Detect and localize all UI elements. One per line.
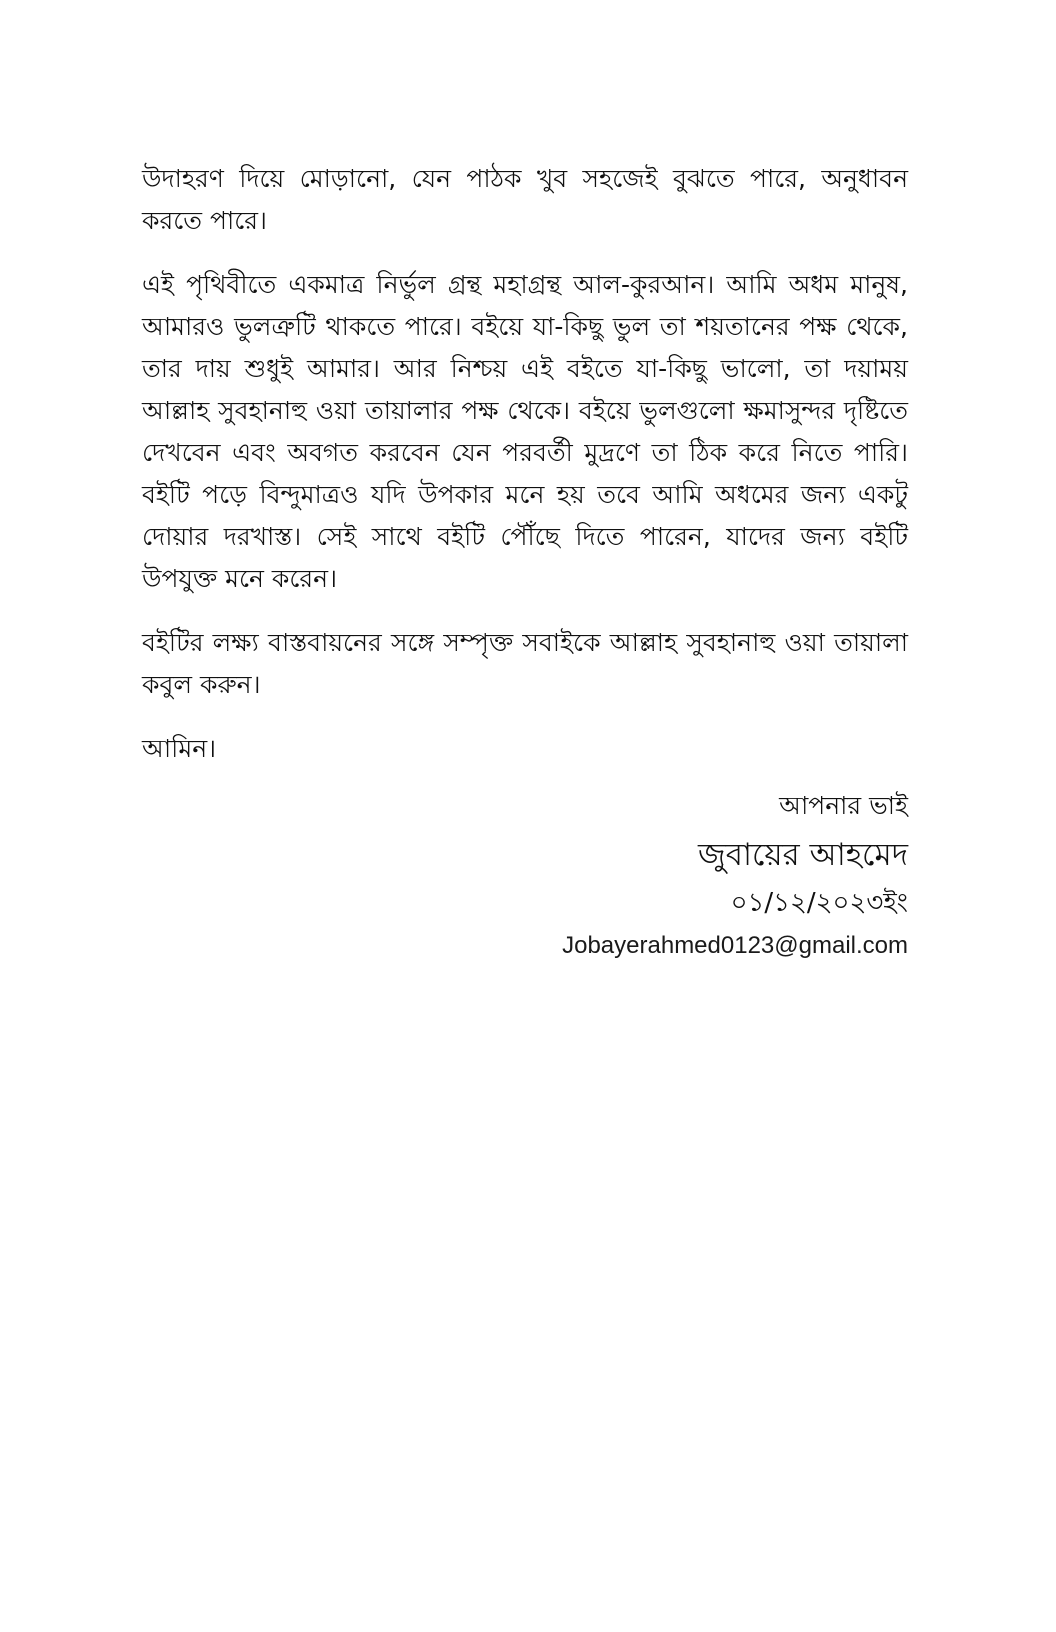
- signature-greeting: আপনার ভাই: [779, 791, 908, 820]
- body-text: [142, 158, 908, 770]
- signature-block: [408, 786, 908, 966]
- paragraph-continuation: উদাহরণ দিয়ে মোড়ানো, যেন পাঠক খুব সহজেই বুঝতে পারে, অনুধাবন করতে পারে।: [142, 164, 908, 235]
- author-name: জুবায়ের আহমেদ: [697, 837, 908, 873]
- paragraph-apology: এই পৃথিবীতে একমাত্র নির্ভুল গ্রন্থ মহাগ্রন্থ আল-কুরআন। আমি অধম মানুষ, আমারও ভুলত্রুটি থাকতে পারে। বইয়ে যা-কিছু ভুল তা শয়তানের পক্ষ থেকে, তার দায় শুধুই আমার। আর নিশ্চয় এই বইতে যা-কিছু ভালো, তা দয়াময় আল্লাহ সুবহানাহু ওয়া তায়ালার পক্ষ থেকে। বইয়ে ভুলগুলো ক্ষমাসুন্দর দৃষ্টিতে দেখবেন এবং অবগত করবেন যেন পরবর্তী মুদ্রণে তা ঠিক করে নিতে পারি। বইটি পড়ে বিন্দুমাত্রও যদি উপকার মনে হয় তবে আমি অধমের জন্য একটু দোয়ার দরখাস্ত। সেই সাথে বইটি পৌঁছে দিতে পারেন, যাদের জন্য বইটি উপযুক্ত মনে করেন।: [142, 270, 908, 593]
- author-email[interactable]: Jobayerahmed0123@gmail.com: [562, 932, 908, 959]
- signature-date: ০১/১২/২০২৩ইং: [730, 888, 908, 918]
- paragraph-amen: আমিন।: [142, 734, 217, 763]
- paragraph-prayer: বইটির লক্ষ্য বাস্তবায়নের সঙ্গে সম্পৃক্ত সবাইকে আল্লাহ সুবহানাহু ওয়া তায়ালা কবুল করুন।: [142, 628, 908, 699]
